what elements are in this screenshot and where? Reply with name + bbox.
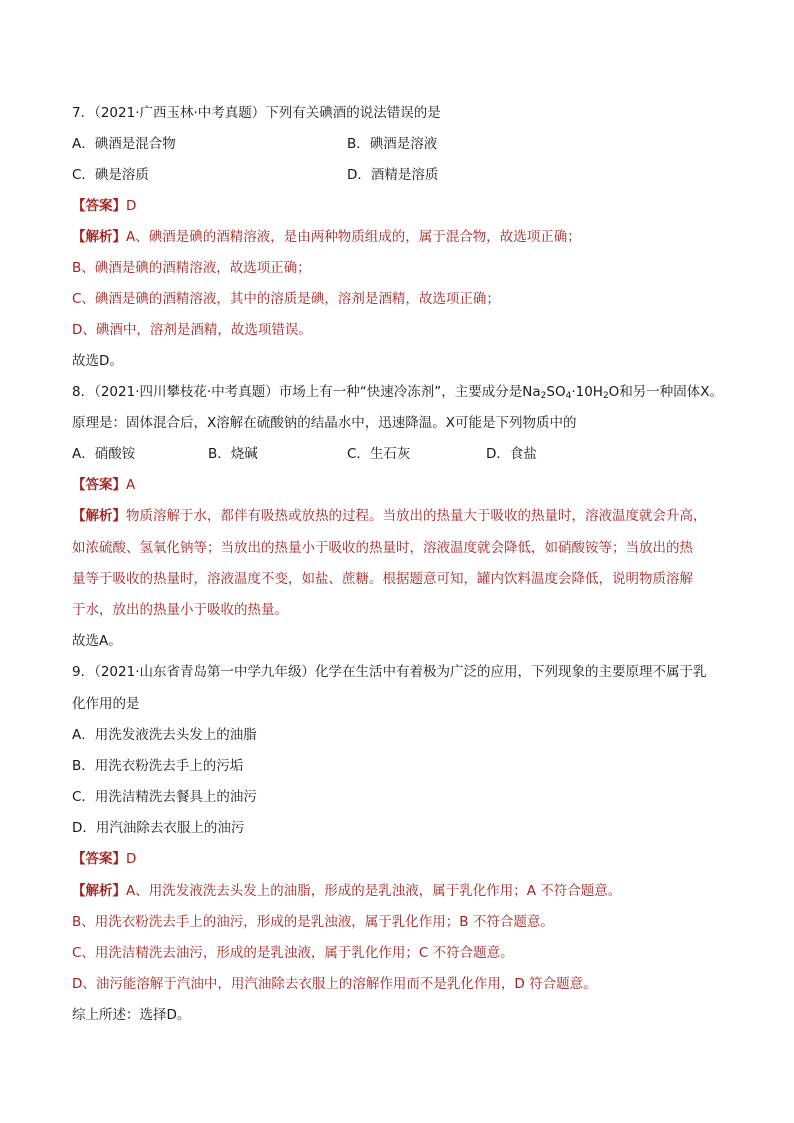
q7-analysis-line-3: C、碘酒是碘的酒精溶液，其中的溶质是碘，溶剂是酒精，故选项正确； xyxy=(72,291,500,307)
q9-conclusion: 综上所述：选择D。 xyxy=(72,1007,191,1023)
q8-analysis-line-3: 量等于吸收的热量时，溶液温度不变，如盐、蔗糖。根据题意可知，罐内饮料温度会降低，说明物质溶解 xyxy=(72,571,693,587)
q9-analysis-line-4: D、油污能溶解于汽油中，用汽油除去衣服上的溶解作用而不是乳化作用，D 符合题意。 xyxy=(72,976,597,992)
q9-stem-line-2: 化作用的是 xyxy=(72,696,140,712)
q8-stem-a: 8．（2021·四川攀枝花·中考真题）市场上有一种“快速冷冻剂”，主要成分是 xyxy=(72,384,523,400)
q7-analysis-text-1: A、碘酒是碘的酒精溶液，是由两种物质组成的，属于混合物，故选项正确； xyxy=(126,229,581,245)
q7-analysis-line-4: D、碘酒中，溶剂是酒精，故选项错误。 xyxy=(72,322,312,338)
q8-answer-line xyxy=(72,475,135,495)
q9-answer-value: D xyxy=(126,851,137,867)
q7-analysis-line-1 xyxy=(72,227,581,247)
q8-analysis-label: 【解析】 xyxy=(72,508,126,524)
q8-formula xyxy=(522,384,619,400)
q8-option-c: C．生石灰 xyxy=(347,446,411,462)
q9-option-c: C．用洗洁精洗去餐具上的油污 xyxy=(72,789,257,805)
q9-analysis-text-1: A、用洗发液洗去头发上的油脂，形成的是乳浊液，属于乳化作用；A 不符合题意。 xyxy=(126,883,622,899)
q8-stem-line-2: 原理是：固体混合后，X溶解在硫酸钠的结晶水中，迅速降温。X可能是下列物质中的 xyxy=(72,415,577,431)
q9-option-d: D．用汽油除去衣服上的油污 xyxy=(72,820,245,836)
q9-stem-line-1: 9．（2021·山东省青岛第一中学九年级）化学在生活中有着极为广泛的应用，下列现象的主要原理不属于乳 xyxy=(72,664,707,680)
formula-na: Na xyxy=(522,384,541,400)
q7-conclusion: 故选D。 xyxy=(72,353,123,369)
formula-dot: ·10H xyxy=(571,384,603,400)
q9-option-b: B．用洗衣粉洗去手上的污垢 xyxy=(72,758,244,774)
q9-option-a: A．用洗发液洗去头发上的油脂 xyxy=(72,727,257,743)
q7-analysis-label: 【解析】 xyxy=(72,229,126,245)
q8-stem-line-1 xyxy=(72,382,723,406)
q8-answer-value: A xyxy=(126,477,136,493)
q7-option-b: B．碘酒是溶液 xyxy=(347,136,438,152)
q8-option-a: A．硝酸铵 xyxy=(72,446,136,462)
formula-so: SO xyxy=(546,384,566,400)
q8-stem-b: 和另一种固体X。 xyxy=(619,384,724,400)
q8-analysis-text-1: 物质溶解于水，都伴有吸热或放热的过程。当放出的热量大于吸收的热量时，溶液温度就会升高， xyxy=(126,508,707,524)
q8-analysis-line-2: 如浓硫酸、氢氧化钠等；当放出的热量小于吸收的热量时，溶液温度就会降低，如硝酸铵等；当放出的热 xyxy=(72,540,693,556)
q9-analysis-line-3: C、用洗洁精洗去油污，形成的是乳浊液，属于乳化作用；C 不符合题意。 xyxy=(72,945,514,961)
q7-option-d: D．酒精是溶质 xyxy=(347,167,439,183)
q8-analysis-line-4: 于水，放出的热量小于吸收的热量。 xyxy=(72,602,288,618)
q7-analysis-line-2: B、碘酒是碘的酒精溶液，故选项正确； xyxy=(72,260,311,276)
q9-analysis-line-1 xyxy=(72,881,621,901)
q7-option-a: A．碘酒是混合物 xyxy=(72,136,176,152)
formula-na-sub: 2 xyxy=(540,391,547,401)
q8-option-d: D．食盐 xyxy=(486,446,537,462)
formula-h-sub: 2 xyxy=(602,391,609,401)
q9-analysis-label: 【解析】 xyxy=(72,883,126,899)
q8-analysis-line-1 xyxy=(72,506,707,526)
q7-stem: 7．（2021·广西玉林·中考真题）下列有关碘酒的说法错误的是 xyxy=(72,105,441,121)
q7-answer-value: D xyxy=(126,198,137,214)
formula-o: O xyxy=(608,384,620,400)
q8-conclusion: 故选A。 xyxy=(72,633,122,649)
formula-so-sub: 4 xyxy=(565,391,572,401)
q7-option-c: C．碘是溶质 xyxy=(72,167,149,183)
q9-analysis-line-2: B、用洗衣粉洗去手上的油污，形成的是乳浊液，属于乳化作用；B 不符合题意。 xyxy=(72,914,554,930)
q8-option-b: B．烧碱 xyxy=(208,446,258,462)
q9-answer-line xyxy=(72,849,136,869)
q9-answer-label: 【答案】 xyxy=(72,851,126,867)
q7-answer-label: 【答案】 xyxy=(72,198,126,214)
q8-answer-label: 【答案】 xyxy=(72,477,126,493)
q7-answer-line xyxy=(72,196,136,216)
